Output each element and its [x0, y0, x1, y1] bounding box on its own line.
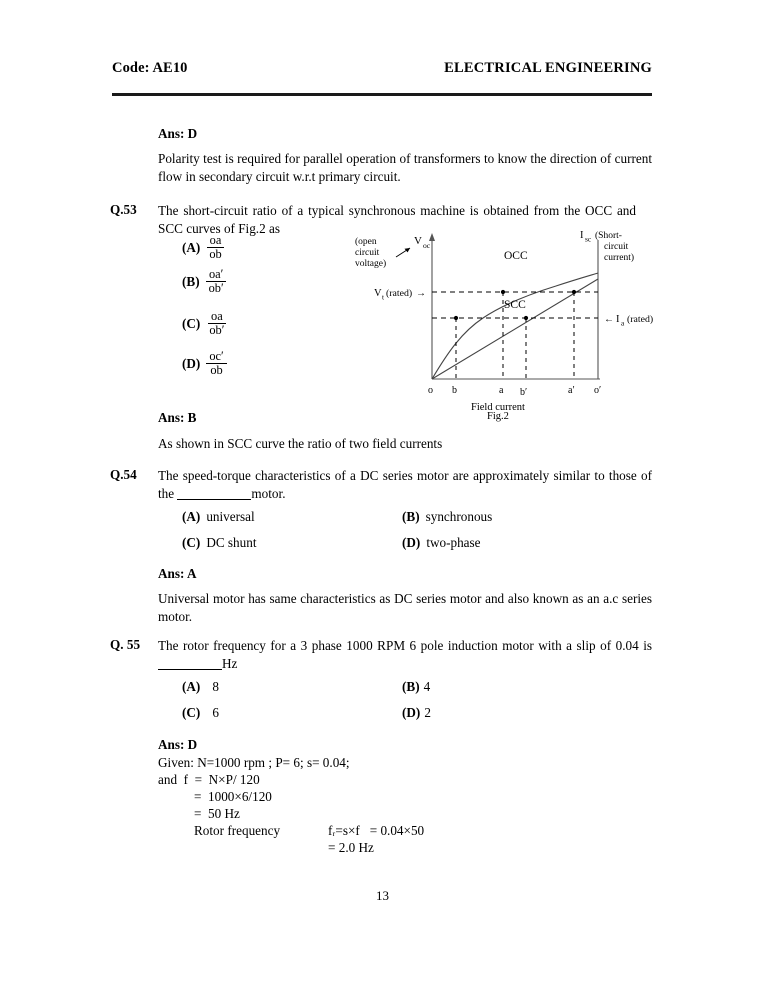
- point-occ-at-a: [501, 290, 505, 294]
- solution-line-frequency: = 50 Hz: [194, 806, 240, 821]
- yaxis-left-symbol: V: [414, 235, 422, 247]
- answer-blank-54: [177, 487, 251, 500]
- option-53-a-denominator: ob: [209, 247, 222, 262]
- x-axis-label: Field current: [471, 402, 525, 413]
- xtick-b-prime: b′: [520, 387, 528, 398]
- figure-caption: Fig.2: [487, 411, 509, 422]
- short-circuit-note-line1: (Short-: [595, 231, 622, 241]
- option-53-c-denominator: ob′: [209, 323, 225, 338]
- yaxis-right-subscript: sc: [585, 234, 592, 244]
- option-53-a[interactable]: [182, 234, 225, 261]
- question-text-55-part2: Hz: [222, 655, 238, 671]
- option-54-d-label: (D): [402, 535, 421, 550]
- option-53-a-label: (A): [182, 239, 201, 255]
- occ-label: OCC: [504, 250, 528, 262]
- page-header: [112, 60, 652, 77]
- option-55-a[interactable]: [182, 679, 219, 695]
- option-54-c-label: (C): [182, 535, 201, 550]
- open-circuit-voltage-note-line2: circuit: [355, 248, 380, 258]
- option-53-c[interactable]: [182, 310, 227, 337]
- option-53-b-numerator: oa′: [206, 268, 226, 282]
- solution-line-formula: and f = N×P/ 120: [158, 772, 260, 787]
- option-54-a-label: (A): [182, 509, 201, 524]
- xtick-o: o: [428, 385, 433, 396]
- solution-line-rotor-frequency-result: = 2.0 Hz: [328, 840, 374, 855]
- option-54-a-value: universal: [206, 509, 255, 524]
- answer-label-55: Ans: D: [158, 737, 198, 752]
- question-text-54-part2: motor.: [251, 485, 286, 501]
- option-53-c-fraction: [206, 310, 227, 337]
- xtick-o-prime: o′: [594, 385, 602, 396]
- solution-line-given: Given: N=1000 rpm ; P= 6; s= 0.04;: [158, 755, 350, 770]
- option-55-b[interactable]: [402, 679, 430, 695]
- option-55-d-label: (D): [402, 705, 421, 720]
- rated-voltage-arrow: →: [416, 288, 426, 299]
- option-55-b-value: 4: [423, 679, 431, 694]
- option-54-b-value: synchronous: [425, 509, 493, 524]
- option-53-d-fraction: [206, 350, 226, 377]
- answer-label-53: Ans: B: [158, 410, 197, 425]
- scc-label: SCC: [504, 299, 526, 311]
- exam-subject: ELECTRICAL ENGINEERING: [444, 60, 652, 76]
- option-54-b-label: (B): [402, 509, 420, 524]
- option-53-b-denominator: ob′: [208, 281, 224, 296]
- option-55-a-value: 8: [212, 679, 219, 694]
- option-53-d-numerator: oc′: [206, 350, 226, 364]
- option-55-a-label: (A): [182, 679, 201, 694]
- question-number-54: Q.54: [110, 467, 137, 482]
- rated-current-suffix: (rated): [627, 314, 654, 325]
- option-53-d[interactable]: [182, 350, 227, 377]
- option-55-d[interactable]: [402, 705, 431, 721]
- solution-line-rotor-frequency-expr: fᵣ=s×f = 0.04×50: [328, 823, 425, 838]
- short-circuit-note-line3: current): [604, 253, 635, 263]
- option-54-c-value: DC shunt: [206, 535, 257, 550]
- point-scc-at-a-prime: [572, 290, 576, 294]
- option-53-a-numerator: oa: [207, 234, 225, 248]
- y-axis-arrowhead: [429, 233, 435, 241]
- option-53-c-label: (C): [182, 315, 201, 331]
- solution-line-substitute: = 1000×6/120: [194, 789, 272, 804]
- rated-voltage-subscript: t: [382, 292, 385, 302]
- occ-curve: [432, 273, 598, 379]
- option-53-d-label: (D): [182, 355, 201, 371]
- page-number: 13: [376, 888, 389, 903]
- answer-explanation-53: As shown in SCC curve the ratio of two field currents: [158, 436, 443, 451]
- option-54-a[interactable]: [182, 509, 255, 525]
- solution-line-rotor-frequency-label: Rotor frequency: [194, 823, 281, 838]
- rated-current-arrow: ←: [604, 314, 614, 325]
- open-circuit-voltage-note-line1: (open: [355, 237, 377, 247]
- yaxis-right-symbol: I: [580, 230, 584, 241]
- answer-explanation-54: Universal motor has same characteristics as DC series motor and also known as an a.c series motor.: [158, 591, 652, 624]
- option-55-c[interactable]: [182, 705, 219, 721]
- option-55-c-value: 6: [212, 705, 219, 720]
- question-number-55: Q. 55: [110, 637, 141, 652]
- figure-svg: [352, 226, 662, 426]
- exam-code: Code: AE10: [112, 60, 188, 76]
- option-53-c-numerator: oa: [208, 310, 226, 324]
- xtick-a-prime: a′: [568, 385, 575, 396]
- question-text-53: The short-circuit ratio of a typical synchronous machine is obtained from the OCC and SCC curves of Fig.2 as: [158, 203, 636, 236]
- scc-curve: [432, 279, 598, 379]
- yaxis-left-subscript: oc: [423, 241, 431, 250]
- prev-answer-label: Ans: D: [158, 126, 198, 141]
- answer-blank-55: [158, 657, 222, 670]
- short-circuit-note-line2: circuit: [604, 242, 629, 252]
- question-number-53: Q.53: [110, 202, 137, 217]
- header-divider: [112, 93, 652, 96]
- rated-current-subscript: a: [621, 318, 625, 328]
- figure-occ-scc-curves: [352, 226, 662, 426]
- question-text-54-part1: The speed-torque characteristics of a DC series motor are approximately similar to those of the: [158, 468, 652, 501]
- option-53-b-fraction: [206, 268, 227, 295]
- note-pointer-arrowhead: [405, 248, 411, 252]
- option-55-d-value: 2: [424, 705, 431, 720]
- question-text-54: [158, 467, 652, 502]
- xtick-b: b: [452, 385, 457, 396]
- prev-answer-explanation: Polarity test is required for parallel operation of transformers to know the direction of current flow in secondary circuit w.r.t primary circuit.: [158, 151, 652, 184]
- option-54-d-value: two-phase: [426, 535, 481, 550]
- rated-voltage-suffix: (rated): [386, 288, 413, 299]
- option-53-a-fraction: [206, 234, 224, 261]
- rated-voltage-symbol: V: [374, 288, 382, 299]
- xtick-a: a: [499, 385, 504, 396]
- point-occ-at-b: [454, 316, 458, 320]
- question-text-55-part1: The rotor frequency for a 3 phase 1000 RPM 6 pole induction motor with a slip of 0.04 is: [158, 638, 652, 653]
- option-53-b-label: (B): [182, 273, 200, 289]
- option-53-d-denominator: ob: [210, 363, 223, 378]
- option-55-c-label: (C): [182, 705, 201, 720]
- point-scc-at-b-prime: [524, 316, 528, 320]
- option-54-c[interactable]: [182, 535, 257, 551]
- option-55-b-label: (B): [402, 679, 420, 694]
- open-circuit-voltage-note-line3: voltage): [355, 259, 387, 269]
- rated-current-symbol: I: [616, 314, 620, 325]
- option-53-b[interactable]: [182, 268, 227, 295]
- question-text-55: [158, 637, 652, 672]
- option-54-b[interactable]: [402, 509, 492, 525]
- option-54-d[interactable]: [402, 535, 481, 551]
- answer-label-54: Ans: A: [158, 566, 197, 581]
